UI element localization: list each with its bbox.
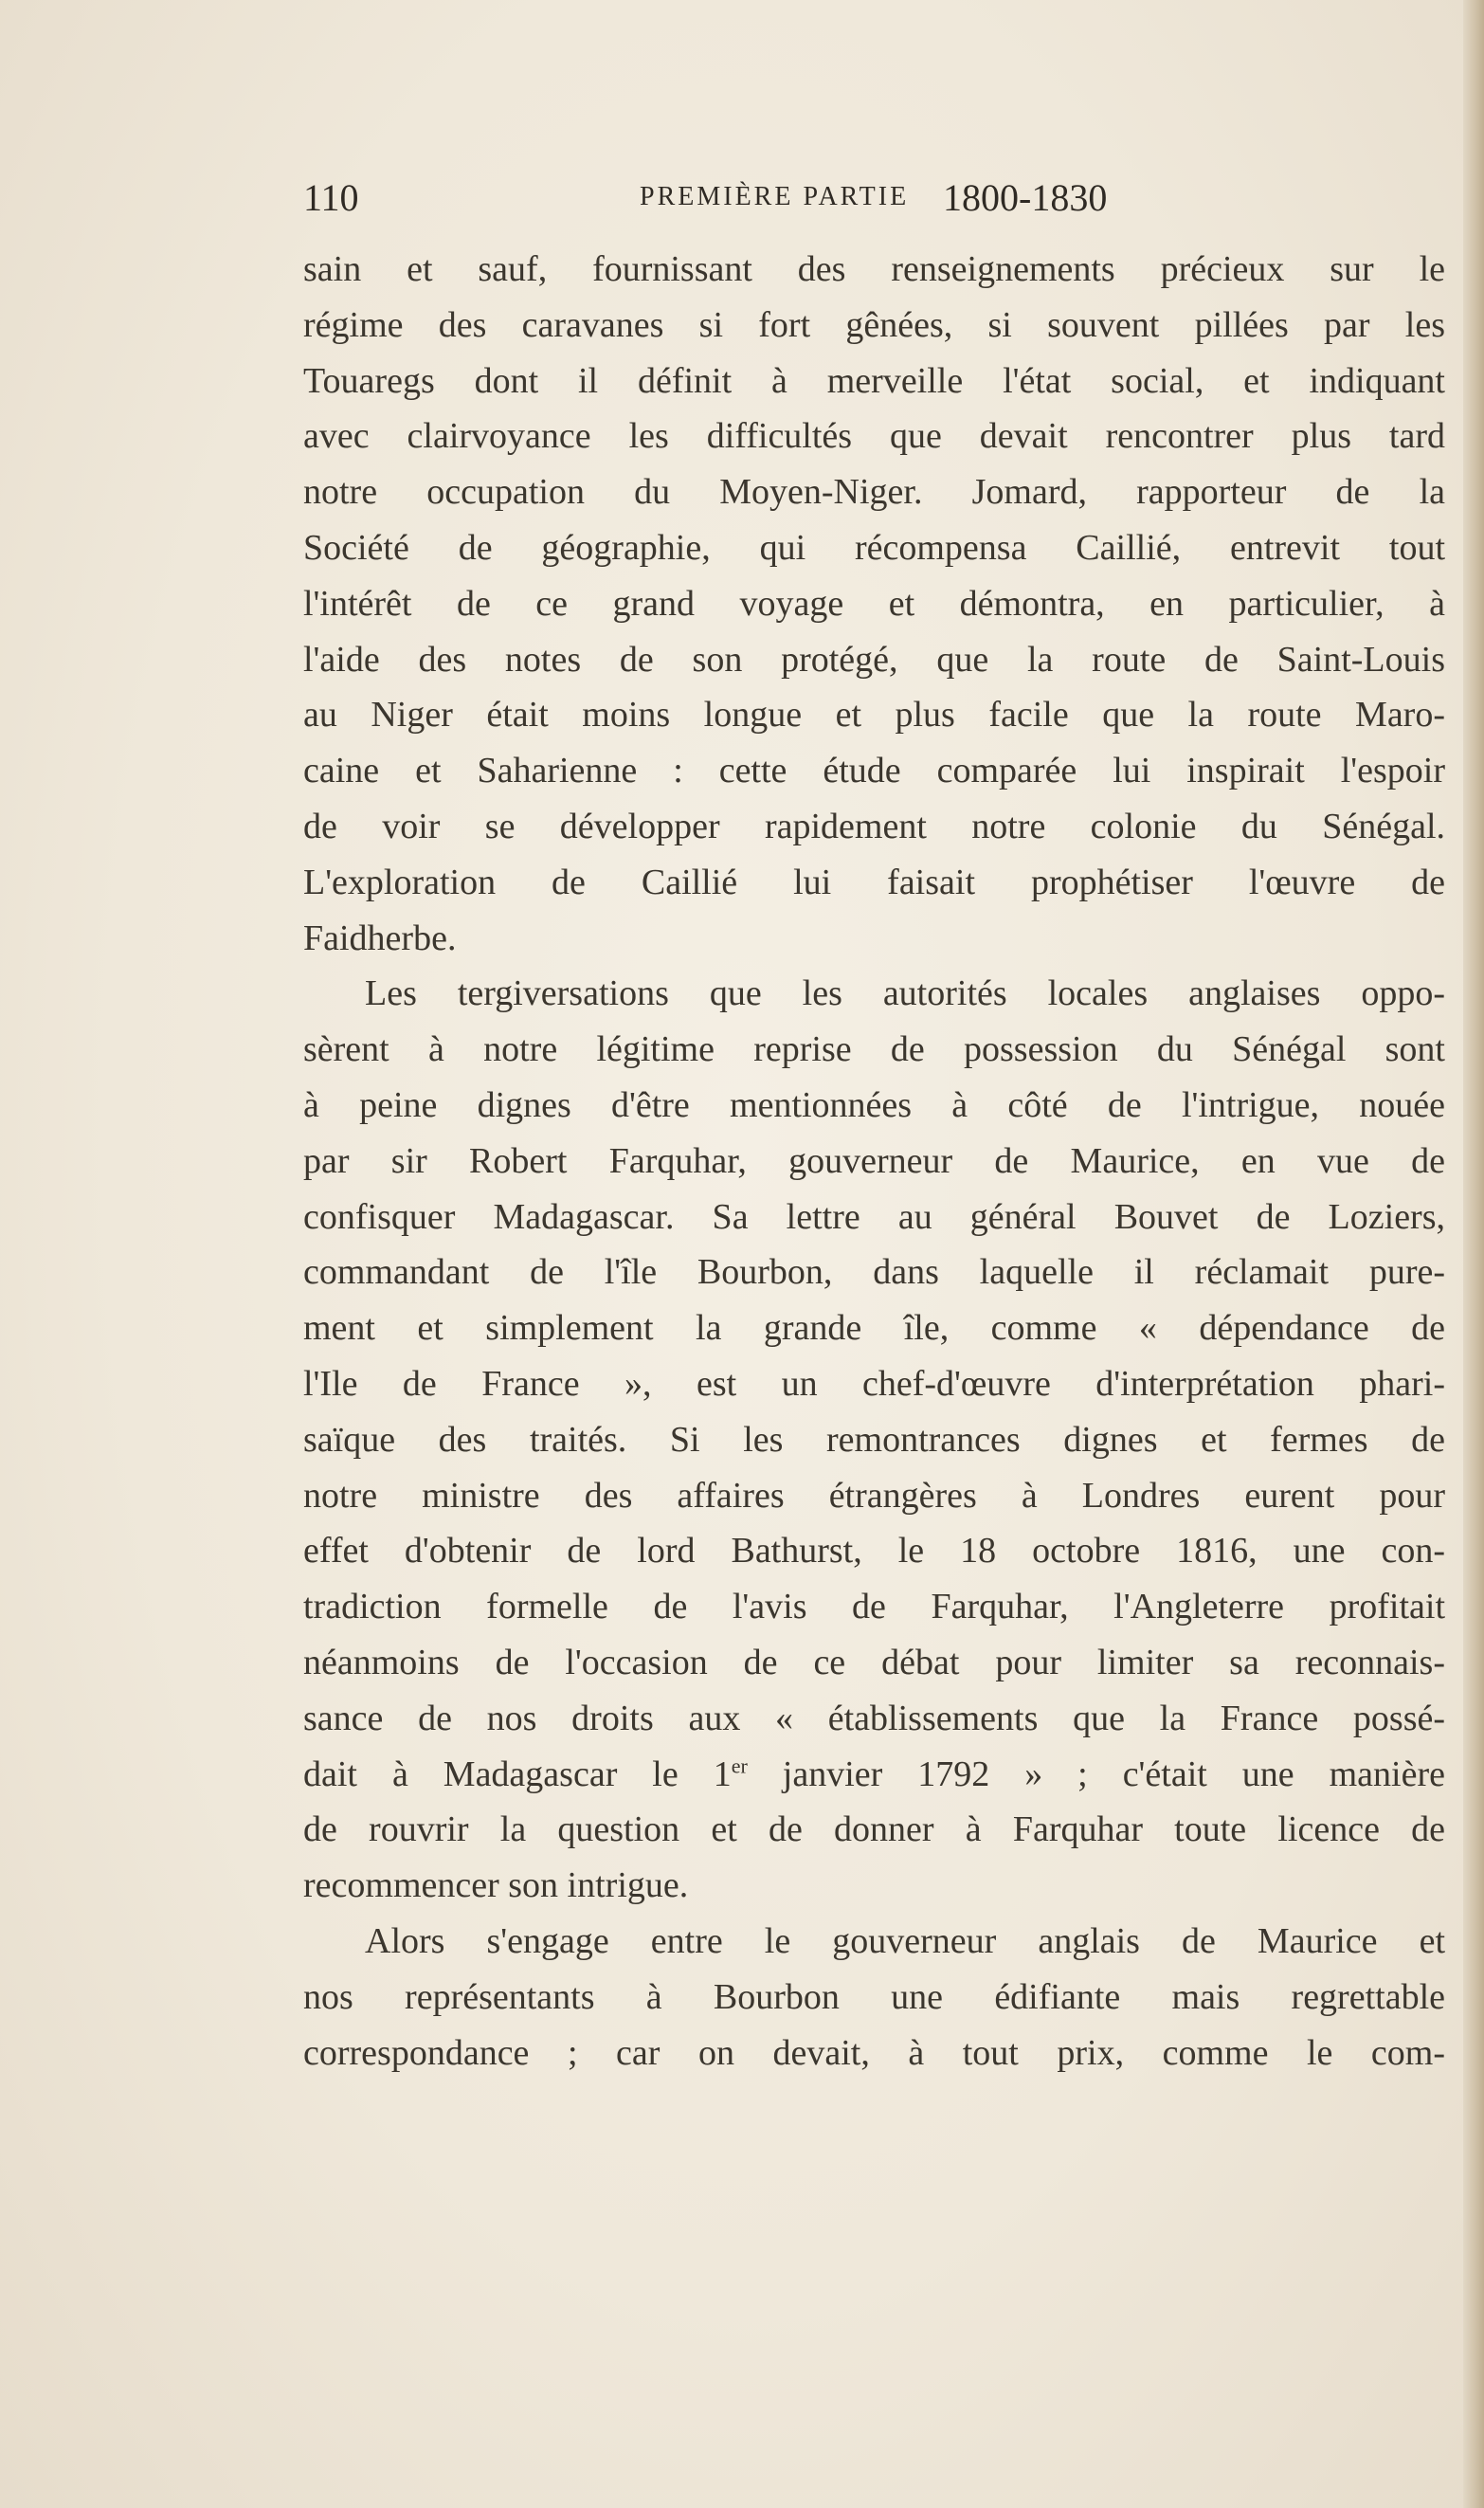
- text-line: Touaregs dont il définit à merveille l'état social, et indiquant: [303, 360, 1445, 401]
- text-line: l'aide des notes de son protégé, que la route de Saint-Louis: [303, 639, 1445, 680]
- text-line: de rouvrir la question et de donner à Farquhar toute licence de: [303, 1809, 1445, 1850]
- page-number: 110: [303, 176, 359, 219]
- year-range: 1800-1830: [943, 176, 1108, 219]
- text-line: au Niger était moins longue et plus facile que la route Maro-: [303, 695, 1445, 736]
- text-line: confisquer Madagascar. Sa lettre au général Bouvet de Loziers,: [303, 1196, 1445, 1237]
- text-line: recommencer son intrigue.: [303, 1865, 689, 1906]
- text-line: à peine dignes d'être mentionnées à côté de l'intrigue, nouée: [303, 1084, 1445, 1125]
- text-line: avec clairvoyance les difficultés que devait rencontrer plus tard: [303, 416, 1445, 457]
- text-line: caine et Saharienne : cette étude comparée lui inspirait l'espoir: [303, 751, 1445, 791]
- text-line: notre occupation du Moyen-Niger. Jomard, rapporteur de la: [303, 472, 1445, 513]
- part-title: PREMIÈRE PARTIE: [640, 182, 910, 211]
- ordinal-superscript: er: [731, 1753, 748, 1777]
- text-line: sain et sauf, fournissant des renseignements précieux sur le: [303, 249, 1445, 289]
- text-line: tradiction formelle de l'avis de Farquhar, l'Angleterre profitait: [303, 1587, 1445, 1627]
- running-header: [303, 175, 1440, 232]
- text-line: néanmoins de l'occasion de ce débat pour limiter sa reconnais-: [303, 1642, 1445, 1682]
- line-fragment: dait à Madagascar le 1: [303, 1754, 732, 1794]
- text-line: de voir se développer rapidement notre colonie du Sénégal.: [303, 806, 1445, 846]
- text-line: ment et simplement la grande île, comme « dépendance de: [303, 1308, 1445, 1349]
- text-line: par sir Robert Farquhar, gouverneur de Maurice, en vue de: [303, 1140, 1445, 1181]
- text-line: Société de géographie, qui récompensa Caillié, entrevit tout: [303, 527, 1445, 568]
- page-edge: [1463, 0, 1484, 2508]
- text-line: nos représentants à Bourbon une édifiante mais regrettable: [303, 1976, 1445, 2017]
- text-line: commandant de l'île Bourbon, dans laquelle il réclamait pure-: [303, 1252, 1445, 1293]
- body-text: [303, 242, 1445, 2081]
- text-line: effet d'obtenir de lord Bathurst, le 18 octobre 1816, une con-: [303, 1531, 1445, 1572]
- text-line-with-superscript: [303, 1747, 1445, 1803]
- line-fragment: janvier 1792 » ; c'était une manière: [747, 1754, 1445, 1794]
- paragraph-start: Alors s'engage entre le gouverneur anglais de Maurice et: [365, 1920, 1445, 1961]
- text-line: l'intérêt de ce grand voyage et démontra, en particulier, à: [303, 583, 1445, 624]
- text-line: notre ministre des affaires étrangères à Londres eurent pour: [303, 1475, 1445, 1516]
- text-line: Faidherbe.: [303, 918, 457, 958]
- paragraph-start: Les tergiversations que les autorités locales anglaises oppo-: [365, 973, 1445, 1014]
- text-line: L'exploration de Caillié lui faisait prophétiser l'œuvre de: [303, 862, 1445, 902]
- text-line: l'Ile de France », est un chef-d'œuvre d'interprétation phari-: [303, 1363, 1445, 1404]
- text-line: sèrent à notre légitime reprise de possession du Sénégal sont: [303, 1029, 1445, 1070]
- text-line: saïque des traités. Si les remontrances dignes et fermes de: [303, 1419, 1445, 1460]
- text-line: correspondance ; car on devait, à tout prix, comme le com-: [303, 2032, 1445, 2073]
- text-line: régime des caravanes si fort gênées, si souvent pillées par les: [303, 304, 1445, 345]
- text-line: sance de nos droits aux « établissements que la France possé-: [303, 1698, 1445, 1738]
